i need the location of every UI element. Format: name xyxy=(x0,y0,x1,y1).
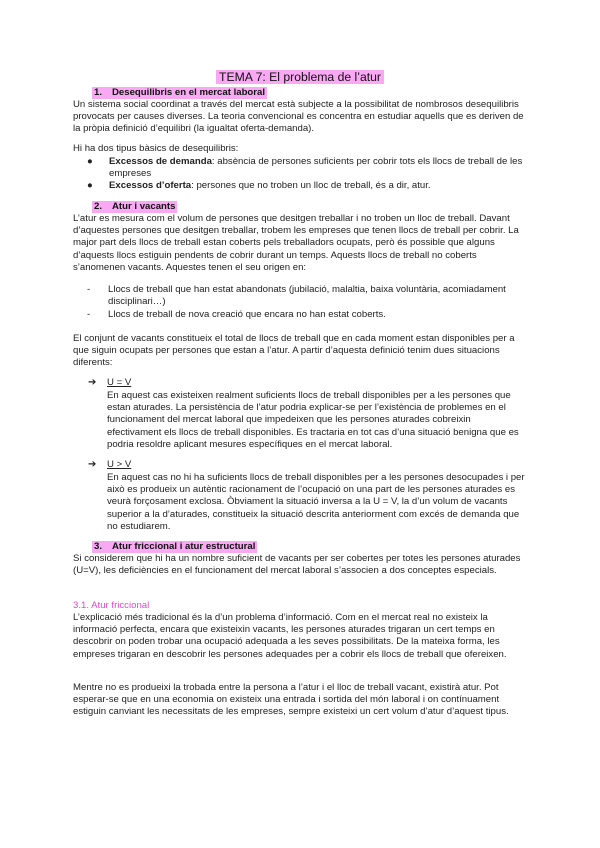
section-2-paragraph-2: El conjunt de vacants constitueix el total de llocs de treball que en cada moment estan disponibles per a que siguin ocupats per persones que estan a l’atur. A partir d’aquesta definició tenim dues situacions diferents: xyxy=(73,333,515,369)
arrow-right-icon: ➔ xyxy=(88,459,97,470)
section-1-heading: 1. Desequilibris en el mercat laboral xyxy=(94,87,266,98)
subsection-3-1-heading: 3.1. Atur friccional xyxy=(73,600,150,611)
arrow-right-icon: ➔ xyxy=(88,377,97,388)
subsection-3-1-paragraph-1: L’explicació més tradicional és la d’un problema d’informació. Com en el mercat real no existeix la informació perfecta, encara que existeixin vacants, les persones aturades trigaran un cert temps en descobrir on poden trobar una ocupació adequada a les seves possibilitats. De la mateixa forma, les empreses trigaran en descobrir les persones adequades per a cobrir els llocs de treball que ofereixen. xyxy=(73,612,507,660)
list-item: ● Excessos de demanda: absència de persones suficients per cobrir tots els llocs de treball de les empreses xyxy=(87,156,523,180)
section-1-paragraph-2: Hi ha dos tipus bàsics de desequilibris: xyxy=(73,143,239,154)
section-3-heading: 3. Atur friccional i atur estructural xyxy=(94,541,256,552)
page-title: TEMA 7: El problema de l’atur xyxy=(216,70,384,84)
document-page: TEMA 7: El problema de l’atur 1. Desequilibris en el mercat laboral Un sistema social coordinat a través del mercat està subjecte a la possibilitat de nombrosos desequilibris provocats per causes diverses. La teoria convencional es concentra en estudiar aquells que es deriven de la pròpia definició d’equilibri (la igualtat oferta-demanda). Hi ha dos tipus bàsics de desequilibris: ● Excessos de demanda: absència de persones suficients per cobrir tots els llocs de treball de les empreses ● Excessos d’oferta: persones que no troben un lloc de treball, és a dir, atur. 2. Atur i vacants L’atur es mesura com el volum de persones que desitgen treballar i no troben un lloc de treball. Davant d’aquestes persones que desitgen treballar, trobem les empreses que tenen llocs de treball per cobrir. La major part dels llocs de treball estan coberts pels treballadors ocupats, però és possible que alguns d’aquests llocs estiguin pendents de cobrir durant un temps. Aquests llocs de treball no coberts s’anomenen vacants. Aquestes tenen el seu origen en: - Llocs de treball que han estat abandonats (jubilació, malaltia, baixa voluntària, acomiadament disciplinari…) - Llocs de treball de nova creació que encara no han estat coberts. El conjunt de vacants constitueix el total de llocs de treball que en cada moment estan disponibles per a que siguin ocupats per persones que estan a l’atur. A partir d’aquesta definició tenim dues situacions diferents: ➔ U = V En aquest cas existeixen realment suficients llocs de treball disponibles per a les persones que estan aturades. La persistència de l’atur podria explicar-se per l’existència de problemes en el funcionament del mercat laboral que impedeixen que les persones aturades cobreixin efectivament els llocs de treball disponibles. Es tractaria en tot cas d’una situació benigna que es podria resoldre aplicant mesures específiques en el mercat laboral. ➔ U > V En aquest cas no hi ha suficients llocs de treball disponibles per a les persones desocupades i per això es produeix un autèntic racionament de l’ocupació on una part de les persones aturades es veurà forçosament exclosa. Òbviament la situació inversa a la U = V, la d’un volum de vacants superior a la d’aturades, constitueix la situació descrita anteriorment com excés de demanda que no estudiarem. 3. Atur friccional i atur estructural Si considerem que hi ha un nombre suficient de vacants per ser cobertes per totes les persones aturades (U=V), les deficiències en el funcionament del mercat laboral s’associen a dos conceptes especials. 3.1. Atur friccional L’explicació més tradicional és la d’un problema d’informació. Com en el mercat real no existeix la informació perfecta, encara que existeixin vacants, les persones aturades trigaran un cert temps en descobrir on poden trobar una ocupació adequada a les seves possibilitats. De la mateixa forma, les empreses trigaran en descobrir les persones adequades per a cobrir els llocs de treball que ofereixen. Mentre no es produeixi la trobada entre la persona a l’atur i el lloc de treball vacant, existirà atur. Pot esperar-se que en una economia on existeix una entrada i sortida del món laboral i on contínuament estiguin canviant les necessitats de les empreses, sempre existeixi un cert volum d’atur d’aquest tipus. xyxy=(0,0,600,848)
section-2-paragraph-1: L’atur es mesura com el volum de persones que desitgen treballar i no troben un lloc de treball. Davant d’aquestes persones que desitgen treballar, trobem les empreses que tenen llocs de treball per cobrir. La major part dels llocs de treball estan coberts pels treballadors ocupats, però és possible que alguns d’aquests llocs estiguin pendents de cobrir durant un temps. Aquests llocs de treball no coberts s’anomenen vacants. Aquestes tenen el seu origen en: xyxy=(73,213,519,273)
subsection-3-1-paragraph-2: Mentre no es produeixi la trobada entre la persona a l’atur i el lloc de treball vacant, existirà atur. Pot esperar-se que en una economia on existeix una entrada i sortida del món laboral i on contínuament estiguin canviant les necessitats de les empreses, sempre existeixi un cert volum d’atur d’aquest tipus. xyxy=(73,682,509,718)
list-item: ● Excessos d’oferta: persones que no troben un lloc de treball, és a dir, atur. xyxy=(87,180,431,192)
section-1-paragraph-1: Un sistema social coordinat a través del mercat està subjecte a la possibilitat de nombrosos desequilibris provocats per causes diverses. La teoria convencional es concentra en estudiar aquells que es deriven de la pròpia definició d’equilibri (la igualtat oferta-demanda). xyxy=(73,99,524,135)
section-3-paragraph-1: Si considerem que hi ha un nombre suficient de vacants per ser cobertes per totes les persones aturades (U=V), les deficiències en el funcionament del mercat laboral s’associen a dos conceptes especials. xyxy=(73,553,521,577)
case-u-equals-v-text: En aquest cas existeixen realment suficients llocs de treball disponibles per a les persones que estan aturades. La persistència de l’atur podria explicar-se per l’existència de problemes en el funcionament del mercat laboral que impedeixen que les persones aturades cobreixin efectivament els llocs de treball disponibles. Es tractaria en tot cas d’una situació benigna que es podria resoldre aplicant mesures específiques en el mercat laboral. xyxy=(107,390,519,450)
imbalance-types-list xyxy=(83,156,528,193)
section-2-heading: 2. Atur i vacants xyxy=(94,201,176,212)
case-u-greater-v-text: En aquest cas no hi ha suficients llocs de treball disponibles per a les persones desocupades i per això es produeix un autèntic racionament de l’ocupació on una part de les persones aturades es veurà forçosament exclosa. Òbviament la situació inversa a la U = V, la d’un volum de vacants superior a la d’aturades, constitueix la situació descrita anteriorment com excés de demanda que no estudiarem. xyxy=(107,472,525,532)
